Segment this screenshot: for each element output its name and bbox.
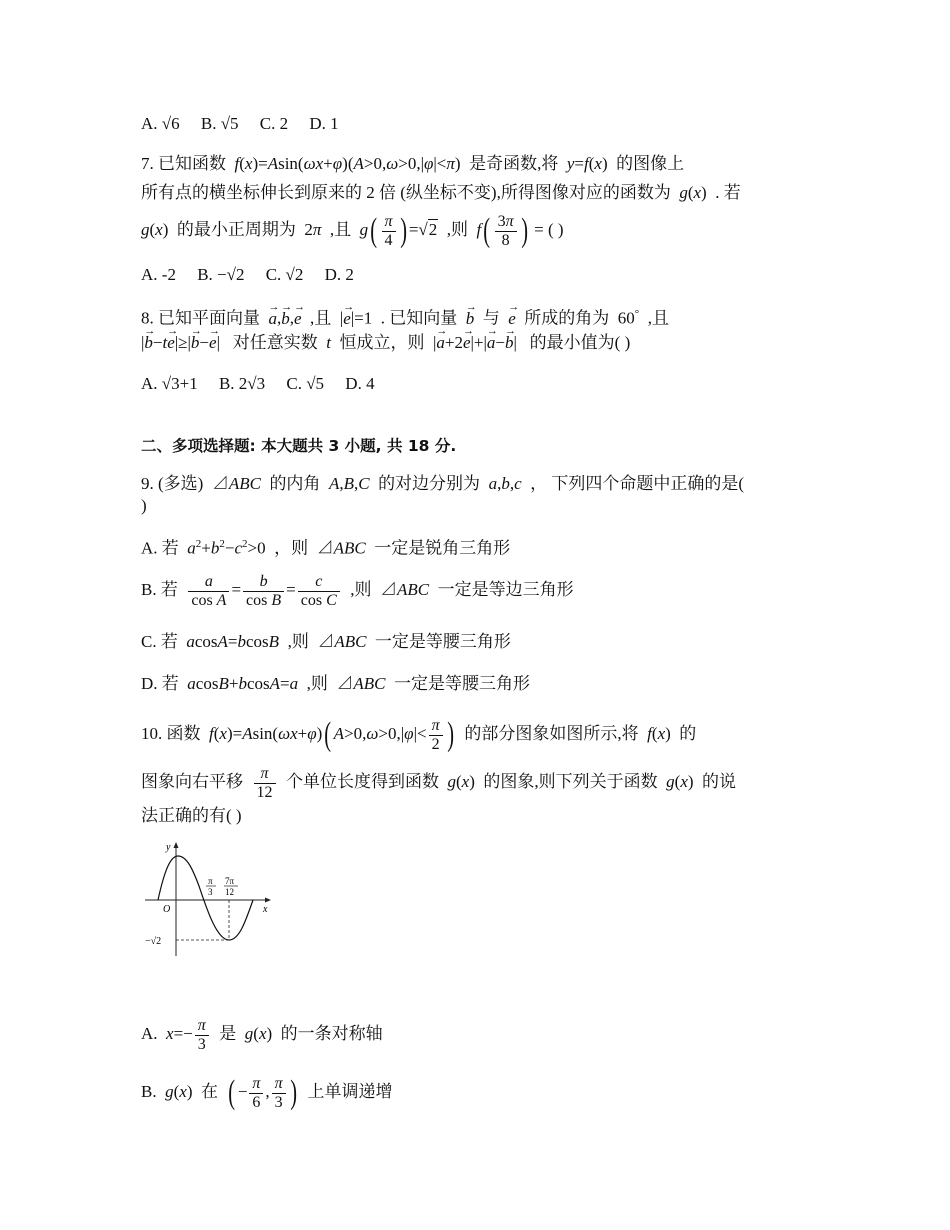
q7-number: 7.	[141, 154, 154, 173]
q10-text: B.	[141, 1082, 157, 1101]
q10-line-1: 10. 函数 f(x)=Asin(ωx+φ)( A>0,ω>0,|φ|< $\frac{\pi}{2}$ ) 的部分图象如图所示,将 f(x) 的	[141, 716, 697, 754]
q9-text: B. 若	[141, 580, 178, 599]
q8-text: . 已知向量	[380, 308, 458, 328]
q8-text: ,且	[310, 308, 332, 328]
q10-option-b[interactable]: B. g(x) 在 ( − $\frac{\pi}{6}$ , $\frac{\pi}{3}$ ) 上单调递增	[141, 1074, 393, 1112]
q7-text: 的最小正周期为	[176, 220, 296, 239]
q10-line-3: 法正确的有( )	[141, 806, 242, 825]
q7-option-a[interactable]: A. -2	[141, 265, 176, 284]
q10-text: 的说	[702, 772, 737, 791]
x-axis-arrow-icon	[265, 898, 271, 903]
q10-text: 10. 函数	[141, 724, 201, 743]
q9-text: C. 若	[141, 632, 178, 651]
q7-text: ,且	[329, 220, 352, 239]
tick-pi-3-num: π	[208, 876, 213, 886]
q6-option-c[interactable]: C. 2	[259, 114, 289, 133]
q8-line-2: |→ b−t→ e|≥|→ b−→ e| 对任意实数 t 恒成立，则 |→ a+2→ e|+|→ a−→ b| 的最小值为( )	[141, 331, 630, 355]
q10-option-a[interactable]: A. x=− $\frac{\pi}{3}$ 是 g(x) 的一条对称轴	[141, 1016, 383, 1053]
q8-text: ,且	[647, 308, 669, 328]
origin-label: O	[163, 904, 171, 915]
q9-stem-end: )	[141, 496, 147, 515]
q6-options	[141, 112, 339, 136]
section-heading: 二、多项选择题: 本大题共 3 小题, 共 18 分.	[141, 437, 457, 455]
q7-text: 已知函数	[158, 154, 226, 173]
q8-number: 8.	[141, 308, 154, 328]
x-axis-label: x	[263, 904, 268, 915]
q7-text: 的图像上	[616, 154, 685, 173]
q9-text: ,则	[306, 674, 328, 693]
q7-text: 是奇函数,将	[469, 154, 559, 173]
q9-text: ,则	[350, 580, 372, 599]
q9-text: 9. (多选)	[141, 474, 204, 493]
q7-text: 所有点的横坐标伸长到原来的	[141, 183, 362, 202]
q9-option-b[interactable]: B. 若 $\frac{a}{\text{cos A}}$ = $\frac{b}{\text{cos B}}$ = $\frac{c}{\text{cos C}}$ ,则 ⊿ABC 一定是等边三角形	[141, 572, 574, 609]
q10-text: 的图象,则下列关于函数	[483, 772, 658, 791]
q8-text: 与	[482, 308, 500, 328]
q9-text: 的内角	[269, 474, 321, 493]
tick-7pi-12-num: 7π	[225, 876, 235, 886]
q9-option-d[interactable]: D. 若 acosB+bcosA=a ,则 ⊿ABC 一定是等腰三角形	[141, 674, 530, 693]
q10-text: 的	[679, 724, 697, 743]
q8-text: 所成的角为	[524, 308, 610, 328]
q8-options	[141, 372, 375, 396]
q9-text: ，则	[274, 538, 309, 558]
q8-option-c[interactable]: C. √5	[286, 374, 325, 393]
q10-text: 图象向右平移	[141, 772, 243, 791]
q7-text: 2 倍 (纵坐标不变),所得图像对应的函数为	[366, 183, 671, 202]
q10-line-2: 图象向右平移 $\frac{\pi}{12}$ 个单位长度得到函数 g(x) 的图象,则下列关于函数 g(x) 的说	[141, 764, 737, 801]
y-axis-arrow-icon	[174, 842, 179, 848]
q9-text: 一定是等腰三角形	[393, 674, 530, 693]
q9-stem: 9. (多选) ⊿ABC 的内角 A,B,C 的对边分别为 a,b,c ， 下列四个命题中正确的是(	[141, 474, 745, 493]
q9-text: 一定是等腰三角形	[374, 632, 511, 651]
q7-options	[141, 263, 354, 287]
tick-pi-3-den: 3	[208, 887, 213, 897]
q10-text: 个单位长度得到函数	[286, 772, 439, 791]
q8-option-a[interactable]: A. √3+1	[141, 374, 198, 393]
q7-text: ,则	[446, 220, 469, 239]
q7-text: . 若	[715, 183, 741, 202]
q8-text: 恒成立，则	[339, 333, 425, 352]
q8-option-b[interactable]: B. 2√3	[218, 374, 266, 393]
q10-text: 上单调递增	[307, 1082, 393, 1101]
q8-line-1: 8. 已知平面向量 → a,→ b,→ e ,且 |→ e|=1 . 已知向量 → b 与 → e 所成的角为 60° ,且	[141, 302, 669, 331]
q7-option-c[interactable]: C. √2	[265, 265, 304, 284]
q9-option-a[interactable]: A. 若 $a^2+b^2-c^2>0$ ，则 ⊿ABC 一定是锐角三角形	[141, 538, 511, 558]
q10-text: A.	[141, 1024, 158, 1043]
q9-text: A. 若	[141, 538, 179, 558]
q6-option-d[interactable]: D. 1	[309, 114, 339, 133]
q7-option-d[interactable]: D. 2	[324, 265, 354, 284]
q9-text: 一定是等边三角形	[437, 580, 574, 599]
y-axis-label: y	[166, 842, 171, 853]
q7-line-1: 7. 已知函数 f(x)=Asin(ωx+φ)(A>0,ω>0,|φ|<π) 是奇函数,将 y=f(x) 的图像上	[141, 154, 685, 173]
q9-text: ， 下列四个命题中正确的是(	[530, 474, 745, 493]
q8-text: 对任意实数	[232, 333, 318, 352]
q7-line-2: 所有点的横坐标伸长到原来的 2 倍 (纵坐标不变),所得图像对应的函数为 g(x) . 若	[141, 183, 741, 202]
q7-line-3: g(x) 的最小正周期为 2π ,且 g( $\frac{\pi}{4}$ ) =√2 ,则 f( $\frac{3\pi}{8}$ ) = ( )	[141, 212, 564, 250]
q9-text: D. 若	[141, 674, 179, 693]
q6-option-b[interactable]: B. √5	[200, 114, 239, 133]
q7-text: = ( )	[534, 220, 564, 239]
q6-option-a[interactable]: A. √6	[141, 114, 180, 133]
tick-7pi-12-den: 12	[225, 887, 234, 897]
q8-text: 已知平面向量	[158, 308, 260, 328]
q9-text: ,则	[287, 632, 309, 651]
q7-option-b[interactable]: B. −√2	[197, 265, 245, 284]
q10-text: 的部分图象如图所示,将	[464, 724, 639, 743]
sine-curve	[158, 856, 253, 940]
q9-text: 一定是锐角三角形	[374, 538, 511, 558]
min-value-label: −√2	[145, 936, 162, 947]
q10-sine-graph	[141, 838, 281, 960]
q10-text: 是	[219, 1024, 237, 1043]
q7-formula-f: f	[230, 154, 240, 173]
q9-text: 的对边分别为	[378, 474, 481, 493]
q8-option-d[interactable]: D. 4	[345, 374, 375, 393]
q8-text: 的最小值为( )	[529, 333, 631, 352]
q9-option-c[interactable]: C. 若 acosA=bcosB ,则 ⊿ABC 一定是等腰三角形	[141, 632, 511, 651]
q10-text: 在	[200, 1082, 218, 1101]
q10-text: 的一条对称轴	[280, 1024, 383, 1043]
